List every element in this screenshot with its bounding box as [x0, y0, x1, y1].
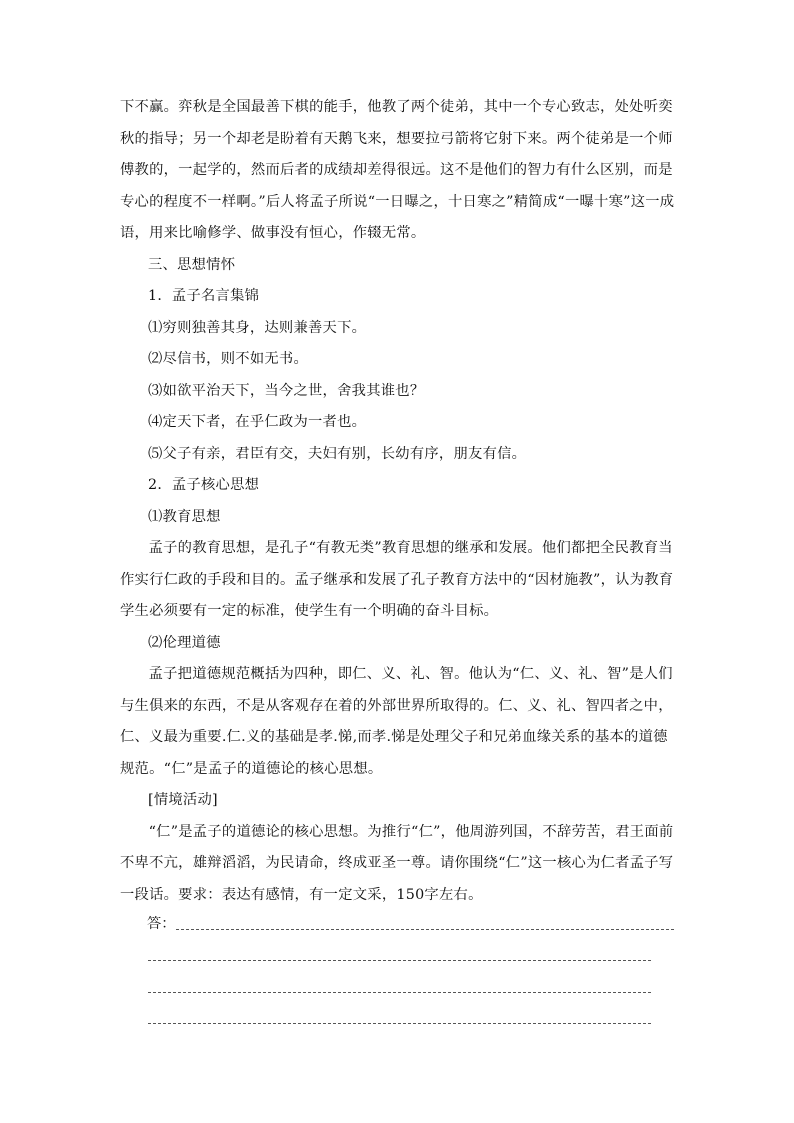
quote-item: ⑴穷则独善其身，达则兼善天下。: [148, 319, 367, 336]
answer-line[interactable]: [148, 1023, 651, 1024]
answer-line[interactable]: [176, 929, 674, 930]
quote-item: ⑵尽信书，则不如无书。: [148, 351, 309, 367]
quote-item: ⑸父子有亲，君臣有交，夫妇有别，长幼有序，朋友有信。: [148, 445, 527, 462]
answer-line[interactable]: [148, 960, 651, 961]
document-body: [120, 92, 680, 911]
story-paragraph: 下不赢。弈秋是全国最善下棋的能手，他教了两个徒弟，其中一个专心致志，处处听奕秋的指导；另一个却老是盼着有天鹅飞来，想要拉弓箭将它射下来。两个徒弟是一个师傅教的，一起学的，然而后者的成绩却差得很远。这不是他们的智力有什么区别，而是专心的程度不一样啊。”后人将孟子所说“一日曝之，十日寒之”精简成“一曝十寒”这一成语，用来比喻修学、做事没有恒心，作辍无常。: [120, 99, 675, 241]
education-heading: ⑴教育思想: [148, 508, 221, 525]
subheading-core-thoughts: 2．孟子核心思想: [148, 477, 260, 493]
answer-label: 答：: [147, 916, 176, 932]
education-paragraph: 孟子的教育思想，是孔子“有教无类”教育思想的继承和发展。他们都把全民教育当作实行仁政的手段和目的。孟子继承和发展了孔子教育方法中的“因材施教”，认为教育学生必须要有一定的标准，使学生有一个明确的奋斗目标。: [120, 540, 674, 619]
answer-line[interactable]: [148, 992, 651, 993]
section-heading-thoughts: 三、思想情怀: [148, 256, 236, 273]
activity-heading: [情境活动]: [148, 792, 218, 808]
subheading-quotes: 1．孟子名言集锦: [148, 288, 260, 304]
ethics-paragraph: 孟子把道德规范概括为四种，即仁、义、礼、智。他认为“仁、义、礼、智”是人们与生俱来的东西，不是从客观存在着的外部世界所取得的。仁、义、礼、智四者之中，仁、义最为重要.仁.义的基础是孝.悌,而孝.悌是处理父子和兄弟血缘关系的基本的道德规范。“仁”是孟子的道德论的核心思想。: [120, 666, 673, 777]
quote-item: ⑷定天下者，在乎仁政为一者也。: [148, 414, 367, 430]
activity-paragraph: “仁”是孟子的道德论的核心思想。为推行“仁”，他周游列国，不辞劳苦，君王面前不卑不亢，雄辩滔滔，为民请命，终成亚圣一尊。请你围绕“仁”这一核心为仁者孟子写一段话。要求：表达有感情，有一定文采，150字左右。: [120, 823, 674, 903]
quote-item: ⑶如欲平治天下，当今之世，舍我其谁也？: [148, 382, 425, 399]
ethics-heading: ⑵伦理道德: [148, 634, 221, 651]
